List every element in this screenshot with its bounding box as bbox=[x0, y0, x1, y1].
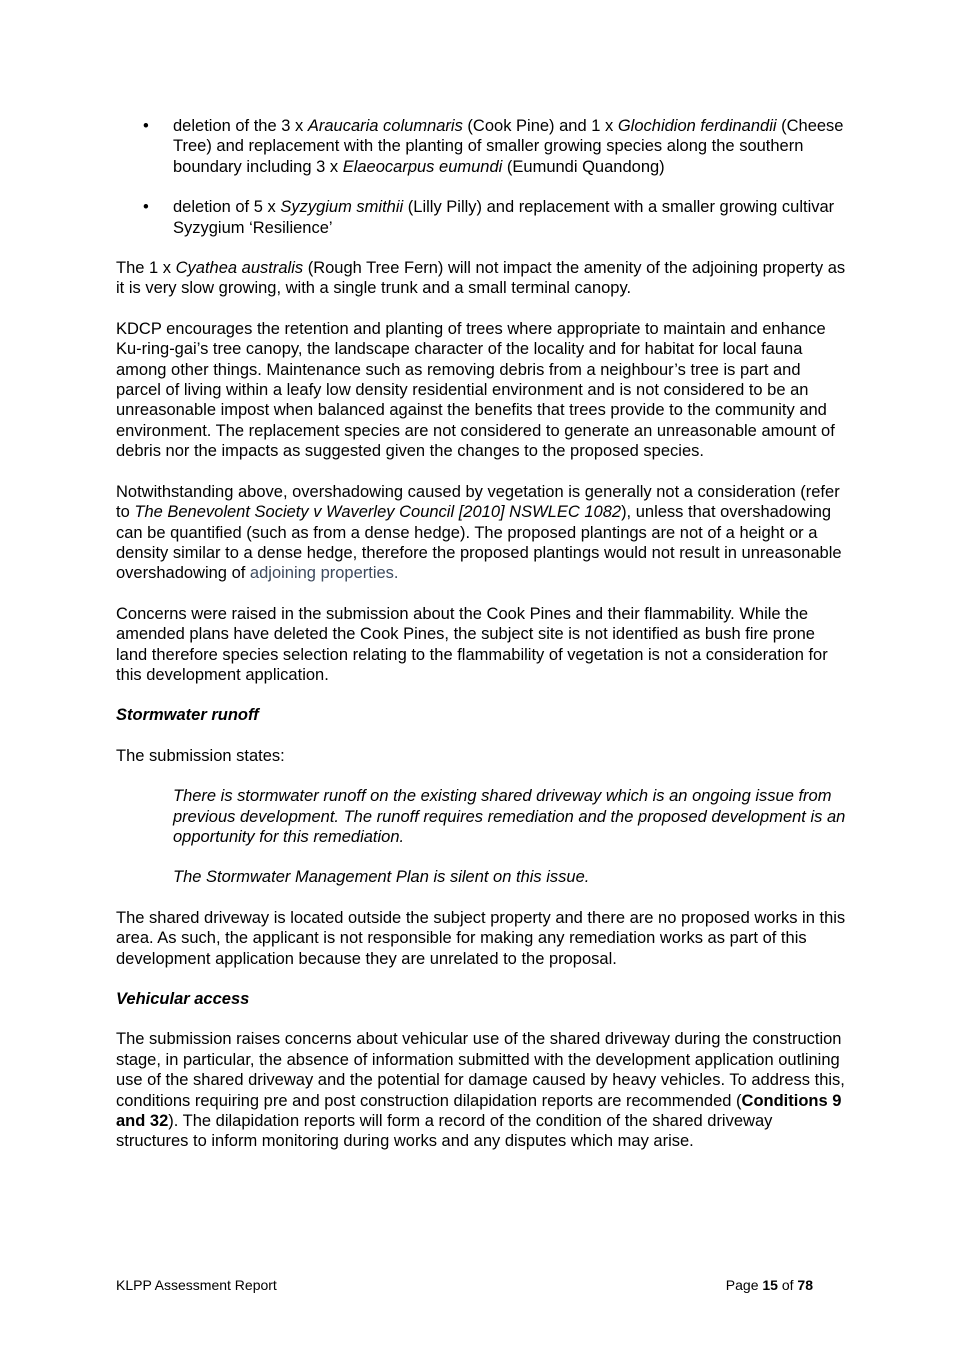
paragraph-overshadowing: Notwithstanding above, overshadowing caused by vegetation is generally not a consideration (refer to The Benevolent Society v Waverley Council [2010] NSWLEC 1082), unless that overshadowing can be quantified (such as from a dense hedge). The proposed plantings are not of a height or a density similar to a dense hedge, therefore the proposed plantings would not result in unreasonable overshadowing of adjoining properties. bbox=[116, 482, 842, 583]
paragraph-kdcp: KDCP encourages the retention and planting of trees where appropriate to maintain and enhance Ku-ring-gai’s tree canopy, the landscape character of the locality and for habitat for local fauna among other things. Maintenance such as removing debris from a neighbour’s tree is part and parcel of living within a leafy low density residential environment and is not considered to be an unreasonable impost when balanced against the benefits that trees provide to the community and environment. The replacement species are not considered to generate an unreasonable amount of debris nor the impacts as suggested given the changes to the proposed species. bbox=[116, 319, 835, 461]
heading-vehicular-access: Vehicular access bbox=[116, 990, 250, 1008]
quote-stormwater-2: The Stormwater Management Plan is silent on this issue. bbox=[173, 868, 590, 887]
paragraph-vehicular: The submission raises concerns about vehicular use of the shared driveway during the construction stage, in particular, the absence of information submitted with the development application outlining use of the shared driveway and the potential for damage caused by heavy vehicles. To address this, conditions requiring pre and post construction dilapidation reports are recommended (Conditions 9 and 32). The dilapidation reports will form a record of the condition of the shared driveway structures to inform monitoring during works and any disputes which may arise. bbox=[116, 1030, 845, 1151]
paragraph-shared-driveway: The shared driveway is located outside the subject property and there are no proposed works in this area. As such, the applicant is not responsible for making any remediation works as part of this development application because they are unrelated to the proposal. bbox=[116, 908, 846, 968]
conditions-reference: Conditions 9 and 32 bbox=[116, 1091, 842, 1131]
bullet-icon: • bbox=[143, 198, 149, 217]
adjoining-properties-text: adjoining properties. bbox=[249, 564, 399, 583]
paragraph-tree-fern: The 1 x Cyathea australis (Rough Tree Fern) will not impact the amenity of the adjoining property as it is very slow growing, with a single trunk and a small terminal canopy. bbox=[116, 259, 846, 298]
heading-stormwater-runoff: Stormwater runoff bbox=[116, 706, 259, 725]
footer-page-number: Page 15 of 78 bbox=[725, 1277, 813, 1293]
bullet-item-cook-pine: • deletion of the 3 x Araucaria columnaris (Cook Pine) and 1 x Glochidion ferdinandii (Cheese Tree) and replacement with the planting of smaller growing species along the southern boundary including 3 x Elaeocarpus eumundi (Eumundi Quandong) bbox=[143, 117, 844, 176]
footer-report-name: KLPP Assessment Report bbox=[116, 1277, 277, 1293]
paragraph-cook-pines: Concerns were raised in the submission about the Cook Pines and their flammability. While the amended plans have deleted the Cook Pines, the subject site is not identified as bush fire prone land therefore species selection relating to the flammability of vegetation is not a consideration for this development application. bbox=[116, 604, 828, 684]
bullet-icon: • bbox=[143, 117, 149, 135]
bullet-item-lilly-pilly: • deletion of 5 x Syzygium smithii (Lilly Pilly) and replacement with a smaller growing cultivar Syzygium ‘Resilience’ bbox=[143, 198, 835, 237]
case-citation: The Benevolent Society v Waverley Council [2010] NSWLEC 1082 bbox=[134, 503, 622, 522]
quote-stormwater-1: There is stormwater runoff on the existing shared driveway which is an ongoing issue from previous development. The runoff requires remediation and the proposed development is an opportunity for this remediation. bbox=[173, 787, 846, 846]
paragraph-submission-states: The submission states: bbox=[116, 746, 285, 765]
species-bullet-list bbox=[116, 116, 846, 238]
document-page bbox=[116, 116, 846, 1172]
